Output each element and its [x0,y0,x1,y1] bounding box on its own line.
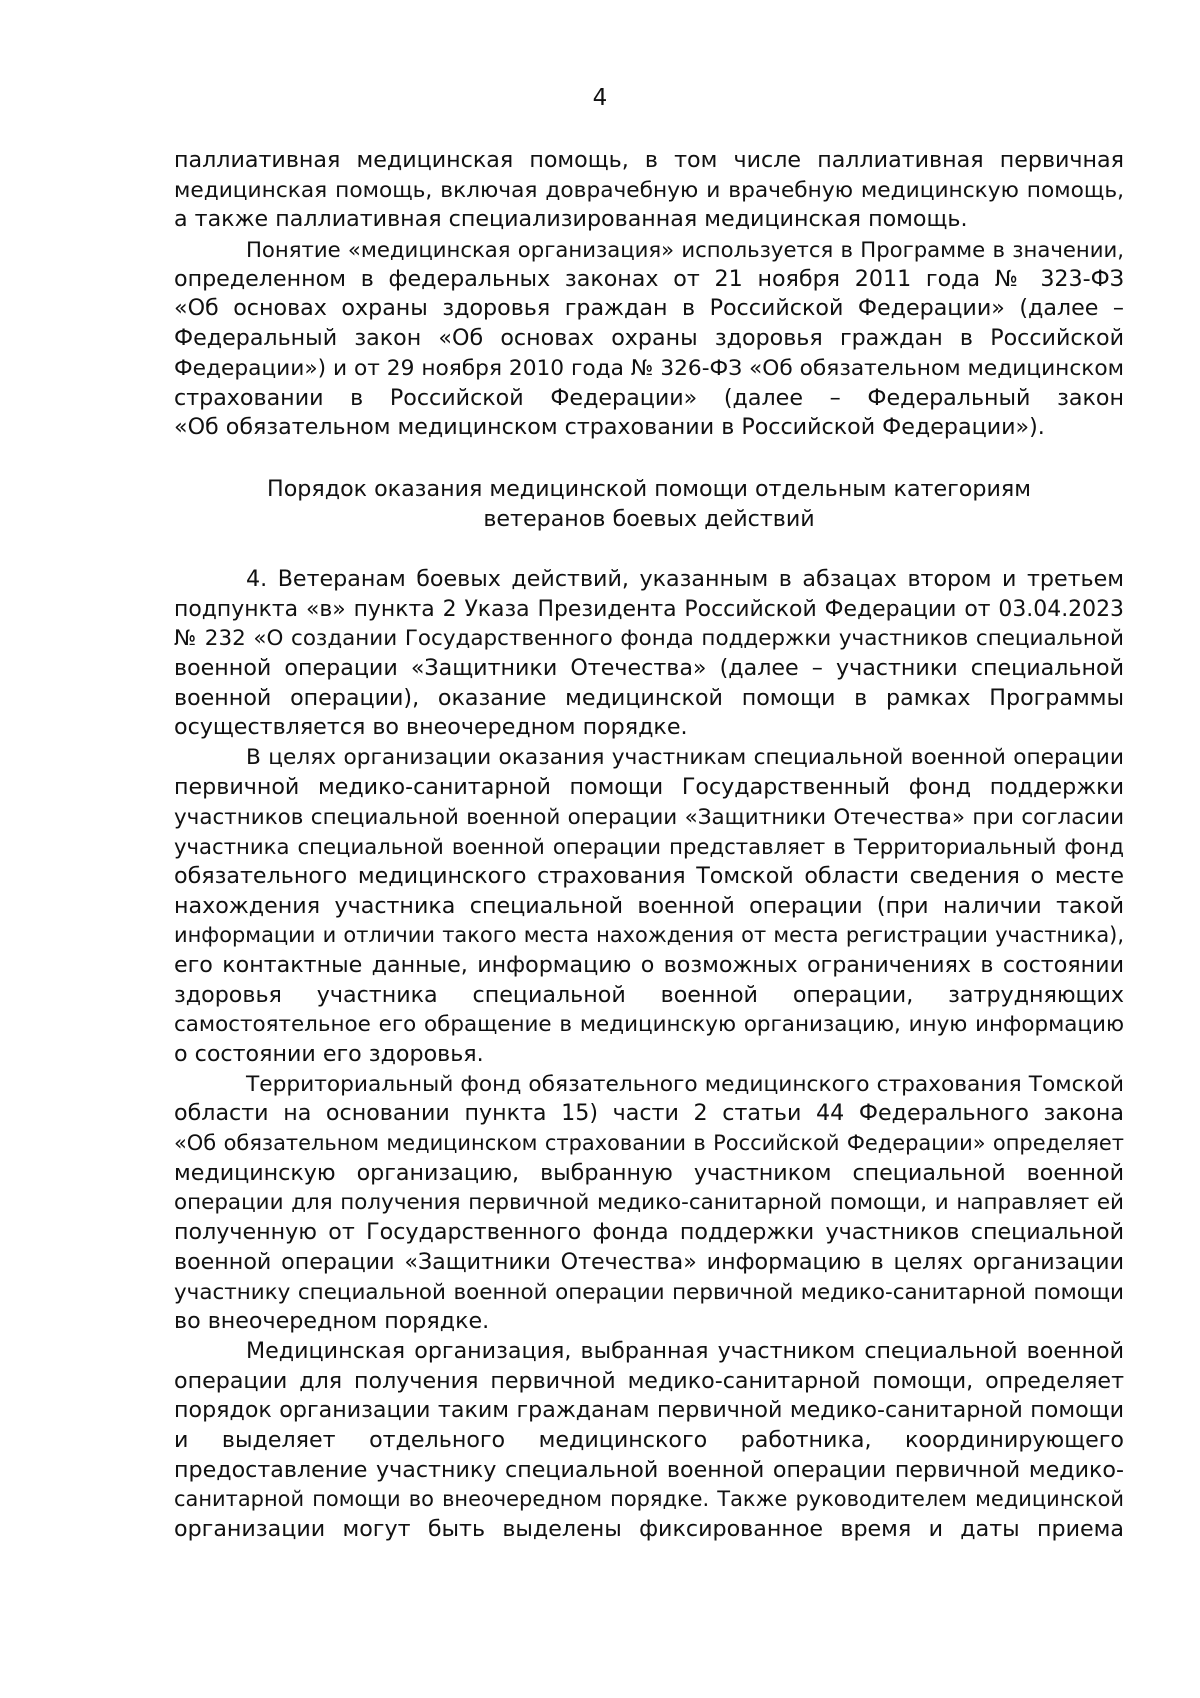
text-line: его контактные данные, информацию о возможных ограничениях в состоянии [174,951,1124,978]
text-line: военной операции «Защитники Отечества» информацию в целях организации [174,1248,1124,1275]
text-line: медицинская помощь, включая доврачебную и врачебную медицинскую помощь, [174,177,1124,203]
text-line: Федеральный закон «Об основах охраны здоровья граждан в Российской [174,325,1124,352]
text-line: области на основании пункта 15) части 2 статьи 44 Федерального закона [174,1100,1124,1127]
text-line: Территориальный фонд обязательного медицинского страхования Томской [246,1071,1124,1097]
text-line: медицинскую организацию, выбранную участником специальной военной [174,1159,1124,1186]
text-line: операции для получения первичной медико-санитарной помощи, определяет [174,1367,1124,1394]
text-line: № 232 «О создании Государственного фонда поддержки участников специальной [174,626,1124,652]
text-line: порядок организации таким гражданам первичной медико-санитарной помощи [174,1397,1124,1424]
text-line: санитарной помощи во внеочередном порядке. Также руководителем медицинской [174,1487,1124,1512]
paragraph-medical-organization [174,1337,1124,1545]
text-line: предоставление участнику специальной военной операции первичной медико- [174,1456,1124,1483]
section-body [174,565,1124,1545]
text-line: военной операции «Защитники Отечества» (далее – участники специальной [174,655,1124,682]
text-line: самостоятельное его обращение в медицинскую организацию, иную информацию [174,1012,1124,1038]
text-line: «Об обязательном медицинском страховании в Российской Федерации» определяет [174,1131,1124,1156]
text-line: первичной медико-санитарной помощи Государственный фонд поддержки [174,773,1124,800]
text-line: «Об обязательном медицинском страховании в Российской Федерации»). [174,414,1045,441]
text-line: осуществляется во внеочередном порядке. [174,714,688,741]
text-line: «Об основах охраны здоровья граждан в Российской Федерации» (далее – [174,295,1124,322]
text-line: участников специальной военной операции «Защитники Отечества» при согласии [174,804,1124,830]
text-line: подпункта «в» пункта 2 Указа Президента Российской Федерации от 03.04.2023 [174,596,1124,622]
text-line: участника специальной военной операции представляет в Территориальный фонд [174,834,1124,860]
text-line: паллиативная медицинская помощь, в том числе паллиативная первичная [174,147,1124,173]
text-line: страховании в Российской Федерации» (далее – Федеральный закон [174,384,1124,411]
text-line: Понятие «медицинская организация» используется в Программе в значении, [246,237,1124,263]
text-line: полученную от Государственного фонда поддержки участников специальной [174,1219,1124,1246]
text-line: и выделяет отдельного медицинского работника, координирующего [174,1426,1124,1453]
text-line: 4. Ветеранам боевых действий, указанным в абзацах втором и третьем [246,566,1124,592]
text-line: определенном в федеральных законах от 21 ноября 2011 года № 323-ФЗ [174,265,1124,292]
text-line: организации могут быть выделены фиксированное время и даты приема [174,1516,1124,1542]
text-line: Медицинская организация, выбранная участником специальной военной [246,1337,1124,1364]
paragraph-4 [174,565,1124,743]
intro-block [174,146,1124,443]
text-line: о состоянии его здоровья. [174,1041,484,1067]
text-line: нахождения участника специальной военной операции (при наличии такой [174,892,1124,919]
text-line: обязательного медицинского страхования Томской области сведения о месте [174,862,1124,889]
heading-line: ветеранов боевых действий [483,505,815,532]
text-line: а также паллиативная специализированная медицинская помощь. [174,206,968,233]
paragraph-palliative [174,146,1124,235]
text-line: участнику специальной военной операции первичной медико-санитарной помощи [174,1279,1124,1305]
text-line: В целях организации оказания участникам специальной военной операции [246,745,1124,771]
text-line: военной операции), оказание медицинской помощи в рамках Программы [174,684,1124,711]
paragraph-territorial-fund [174,1070,1124,1337]
heading-line: Порядок оказания медицинской помощи отдельным категориям [267,476,1031,502]
text-line: Федерации») и от 29 ноября 2010 года № 326-ФЗ «Об обязательном медицинском [174,355,1124,381]
text-line: информации и отличии такого места нахождения от места регистрации участника), [174,923,1124,948]
page-number: 4 [592,85,608,111]
text-line: во внеочередном порядке. [174,1308,490,1335]
section-heading [174,475,1124,534]
paragraph-medical-organization-definition [174,235,1124,443]
paragraph-fund-information [174,743,1124,1070]
text-line: операции для получения первичной медико-санитарной помощи, и направляет ей [174,1190,1124,1216]
text-line: здоровья участника специальной военной операции, затрудняющих [174,981,1124,1008]
